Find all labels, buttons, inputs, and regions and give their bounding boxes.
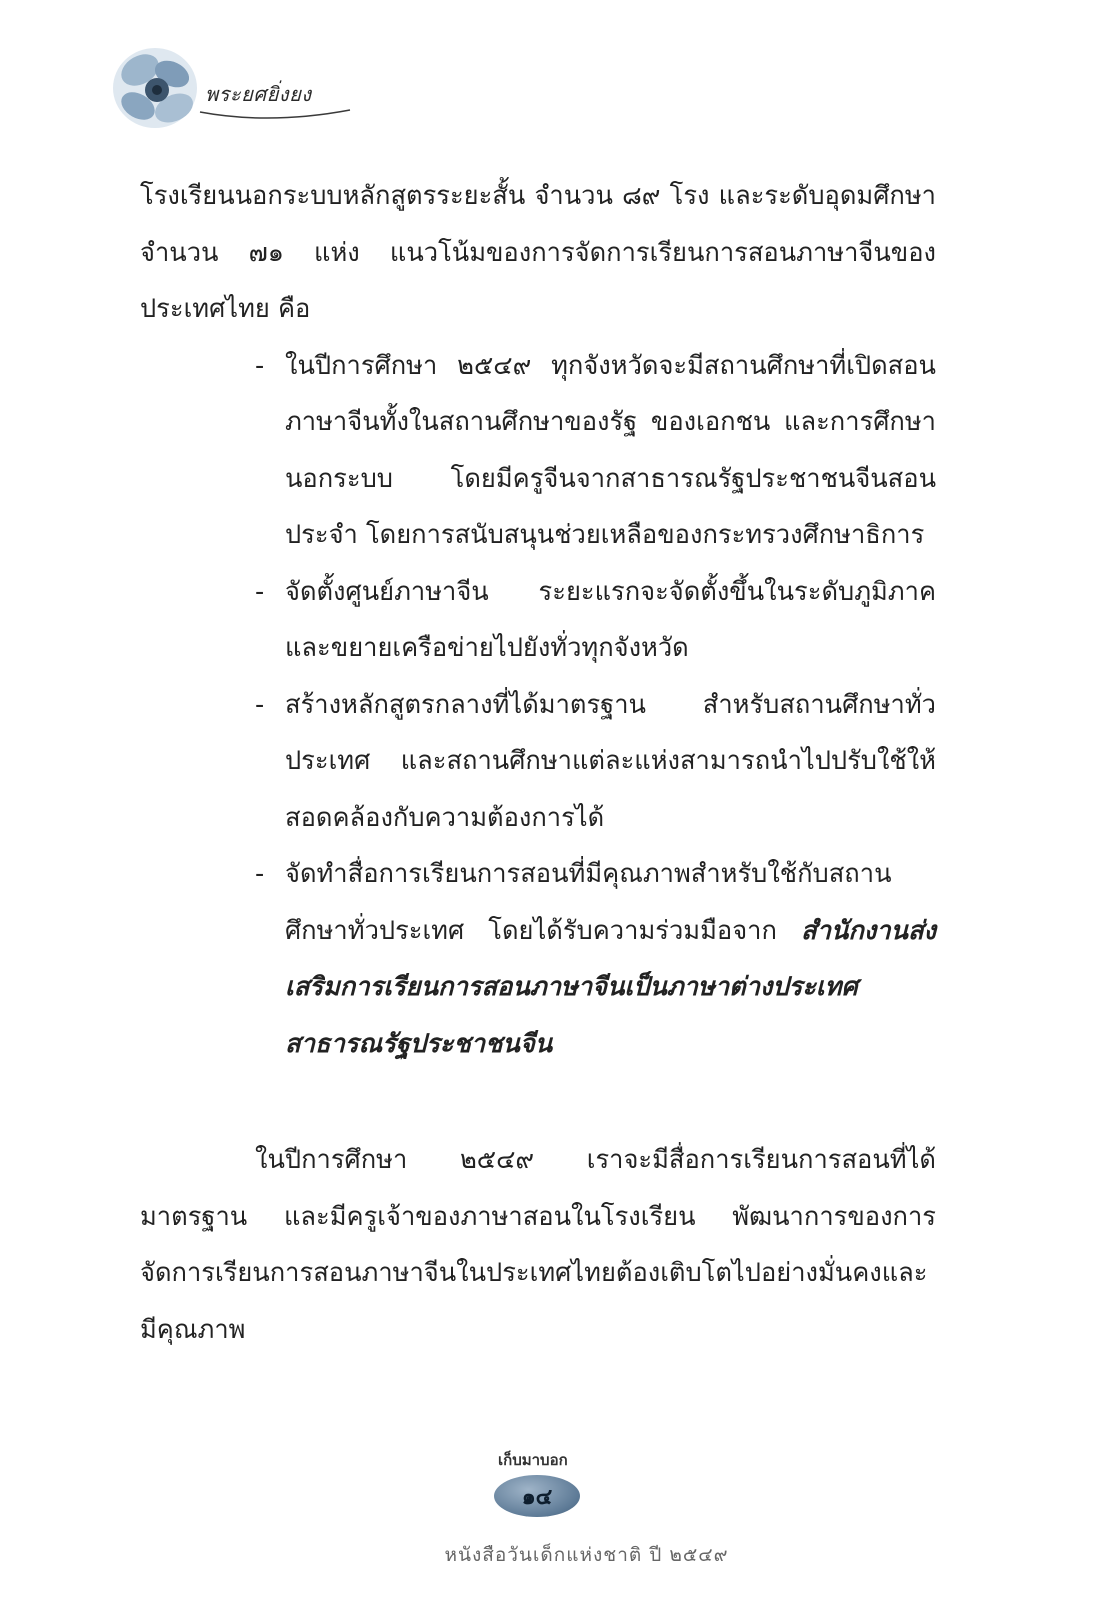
page-number-badge xyxy=(494,1475,580,1517)
list-item xyxy=(255,677,936,847)
closing-paragraph: ในปีการศึกษา ๒๕๔๙ เราจะมีสื่อการเรียนการสอนที่ได้มาตรฐาน และมีครูเจ้าของภาษาสอนในโรงเรียน พัฒนาการของการจัดการเรียนการสอนภาษาจีนในประเทศไทยต้องเติบโตไปอย่างมั่นคงและมีคุณภาพ xyxy=(140,1145,936,1345)
emphasized-organization-name: สำนักงานส่งเสริมการเรียนการสอนภาษาจีนเป็นภาษาต่างประเทศ สาธารณรัฐประชาชนจีน xyxy=(285,915,936,1059)
bullet-dash: - xyxy=(255,350,265,381)
document-body xyxy=(140,168,936,1358)
list-item xyxy=(255,846,936,1072)
bullet-dash: - xyxy=(255,576,265,607)
intro-paragraph: โรงเรียนนอกระบบหลักสูตรระยะสั้น จำนวน ๘๙ โรง และระดับอุดมศึกษา จำนวน ๗๑ แห่ง แนวโน้มของการจัดการเรียนการสอนภาษาจีนของประเทศไทย คือ xyxy=(140,181,936,324)
list-item-text: จัดทำสื่อการเรียนการสอนที่มีคุณภาพสำหรับใช้กับสถานศึกษาทั่วประเทศ โดยได้รับความร่วมมือจาก xyxy=(285,859,892,946)
list-item xyxy=(255,564,936,677)
list-item-text: จัดตั้งศูนย์ภาษาจีน ระยะแรกจะจัดตั้งขึ้นในระดับภูมิภาค และขยายเครือข่ายไปยังทั่วทุกจังหวัด xyxy=(285,576,936,663)
bullet-dash: - xyxy=(255,689,265,720)
bullet-dash: - xyxy=(255,859,265,889)
footer-book-title: หนังสือวันเด็กแห่งชาติ ปี ๒๕๔๙ xyxy=(444,1544,729,1566)
footer-caption: เก็บมาบอก xyxy=(498,1451,568,1469)
page-number: ๑๔ xyxy=(521,1484,553,1510)
list-item-text: สร้างหลักสูตรกลางที่ได้มาตรฐาน สำหรับสถานศึกษาทั่วประเทศ และสถานศึกษาแต่ละแห่งสามารถนำไปปรับใช้ให้สอดคล้องกับความต้องการได้ xyxy=(285,689,936,833)
bullet-list xyxy=(140,338,936,1073)
list-item-text: ในปีการศึกษา ๒๕๔๙ ทุกจังหวัดจะมีสถานศึกษาที่เปิดสอนภาษาจีนทั้งในสถานศึกษาของรัฐ ของเอกชน และการศึกษานอกระบบ โดยมีครูจีนจากสาธารณรัฐประชาชนจีนสอนประจำ โดยการสนับสนุนช่วยเหลือของกระทรวงศึกษาธิการ xyxy=(285,350,936,550)
header-title: พระยศยิ่งยง xyxy=(205,82,312,106)
list-item xyxy=(255,338,936,564)
